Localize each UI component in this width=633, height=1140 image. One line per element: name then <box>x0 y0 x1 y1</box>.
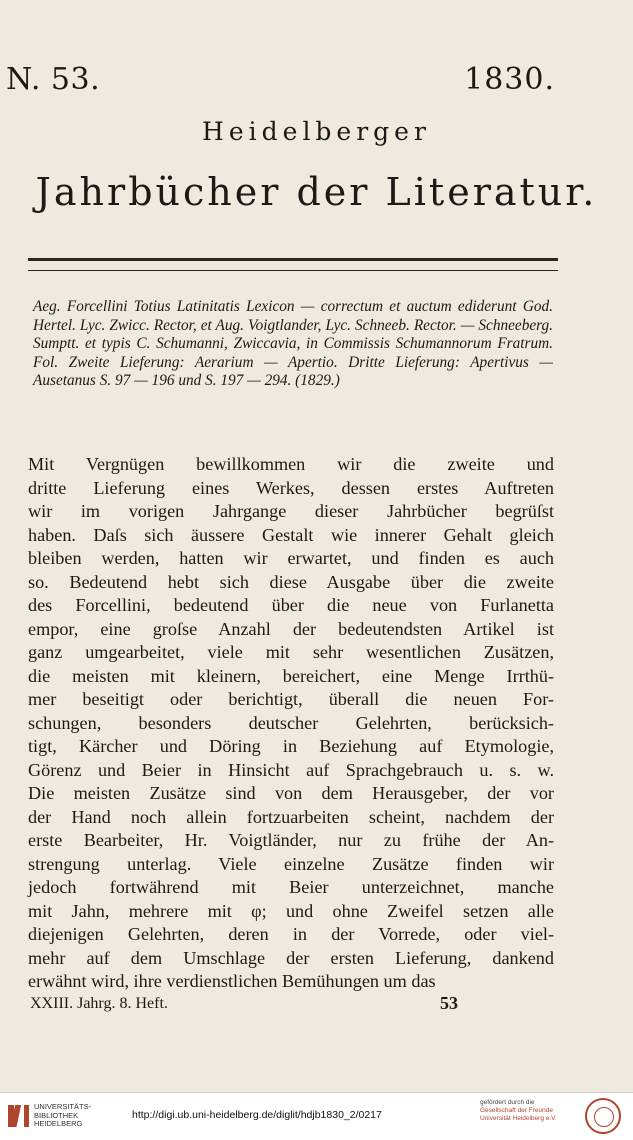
body-line: Mit Vergnügen bewillkommen wir die zweite und <box>28 454 554 474</box>
library-name <box>34 1103 91 1129</box>
body-line: des Forcellini, bedeutend über die neue von Furlanetta <box>28 595 554 615</box>
body-line: tigt, Kärcher und Döring in Beziehung auf Etymologie, <box>28 736 554 756</box>
library-name-line1: UNIVERSITÄTS- <box>34 1102 92 1111</box>
footer-signature: XXIII. Jahrg. 8. Heft. <box>30 995 168 1012</box>
journal-title-line2: Jahrbücher der Literatur. <box>35 170 598 214</box>
body-line: strengung unterlag. Viele einzelne Zusätze finden wir <box>28 853 554 874</box>
university-seal-icon <box>585 1098 621 1134</box>
header-divider <box>28 258 558 271</box>
issue-year: 1830. <box>464 62 555 97</box>
body-line: haben. Daſs sich äussere Gestalt wie innerer Gehalt gleich <box>28 524 554 545</box>
body-line: so. Bedeutend hebt sich diese Ausgabe über die zweite <box>28 571 554 592</box>
funder-name-line2: Universität Heidelberg e.V. <box>480 1115 557 1122</box>
book-citation <box>33 298 553 391</box>
body-line: mit Jahn, mehrere mit φ; und ohne Zweifel setzen alle <box>28 900 554 921</box>
permalink-url[interactable]: http://digi.ub.uni-heidelberg.de/diglit/hdjb1830_2/0217 <box>132 1109 382 1121</box>
body-line: empor, eine groſse Anzahl der bedeutendsten Artikel ist <box>28 618 554 639</box>
body-line: ganz umgearbeitet, viele mit sehr wesentlichen Zusätzen, <box>28 642 554 662</box>
footer-sheet-number: 53 <box>440 993 458 1013</box>
body-line: bleiben werden, hatten wir erwartet, und finden es auch <box>28 548 554 568</box>
citation-text: Aeg. Forcellini Totius Latinitatis Lexicon — correctum et auctum ediderunt God. Hertel. Lyc. Zwicc. Rector, et Aug. Voigtlander, Lyc. Schneeb. Rector. — Schneeberg. Sumptt. et typis C. Schumanni, Zwiccavia, in Commissis Schumannorum Fratrum. Fol. Zweite Lieferung: Aerarium — Apertio. Dritte Lieferung: Apertivus — Ausetanus S. 97 — 196 und S. 197 — 294. (1829.) <box>33 298 553 389</box>
body-line: der Hand noch allein fortzuarbeiten scheint, nachdem der <box>28 806 554 827</box>
body-line: Die meisten Zusätze sind von dem Herausgeber, der vor <box>28 783 554 803</box>
funder-label: gefördert durch die <box>480 1099 535 1106</box>
body-line: wir im vorigen Jahrgange dieser Jahrbücher begrüſst <box>28 501 554 521</box>
body-line: jedoch fortwährend mit Beier unterzeichnet, manche <box>28 877 554 897</box>
body-line: mer beseitigt oder berichtigt, überall die neuen For- <box>28 689 554 709</box>
body-line: mehr auf dem Umschlage der ersten Lieferung, dankend <box>28 947 554 968</box>
body-line: schungen, besonders deutscher Gelehrten, berücksich- <box>28 712 554 733</box>
funder-name-line1: Gesellschaft der Freunde <box>480 1107 553 1114</box>
body-line: die meisten mit kleinern, bereichert, eine Menge Irrthü- <box>28 665 554 686</box>
body-line: Görenz und Beier in Hinsicht auf Sprachgebrauch u. s. w. <box>28 759 554 780</box>
body-line: dritte Lieferung eines Werkes, dessen erstes Auftreten <box>28 477 554 498</box>
body-line: erwähnt wird, ihre verdienstlichen Bemühungen um das <box>28 971 436 991</box>
body-line: diejenigen Gelehrten, deren in der Vorrede, oder viel- <box>28 924 554 944</box>
university-library-logo-icon[interactable] <box>6 1101 34 1131</box>
library-name-line3: HEIDELBERG <box>34 1119 83 1128</box>
issue-number: N. 53. <box>6 62 101 97</box>
funder-credit[interactable] <box>480 1099 557 1123</box>
review-body <box>28 453 554 994</box>
viewer-bottom-bar <box>0 1092 633 1140</box>
library-name-line2: BIBLIOTHEK <box>34 1110 79 1120</box>
journal-title-line1: Heidelberger <box>202 117 431 146</box>
body-line: erste Bearbeiter, Hr. Voigtländer, nur zu frühe der An- <box>28 830 554 850</box>
